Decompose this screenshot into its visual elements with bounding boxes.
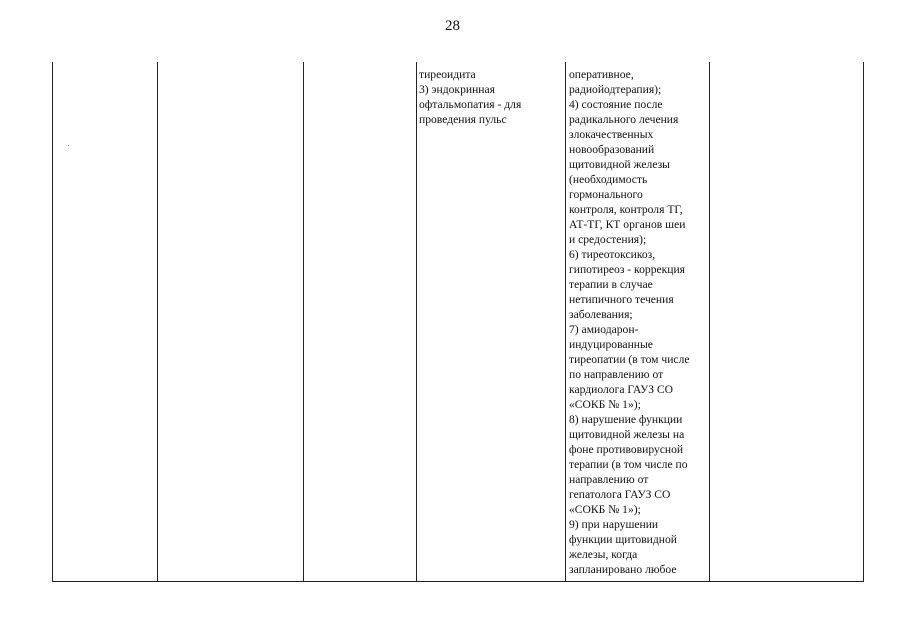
- table-cell-col5: оперативное, радиойодтерапия); 4) состояние после радикального лечения злокачественных новообразований щитовидной железы (необходимость гормонального контроля, контроля ТГ, АТ-ТГ, КТ органов шеи и средостения); 6) тиреотоксикоз, гипотиреоз - коррекция терапии в случае нетипичного течения заболевания; 7) амиодарон- индуцированные тиреопатии (в том числе по направлению от кардиолога ГАУЗ СО «СОКБ № 1»); 8) нарушение функции щитовидной железы на фоне противовирусной терапии (в том числе по направлению от гепатолога ГАУЗ СО «СОКБ № 1»); 9) при нарушении функции щитовидной железы, когда запланировано любое: [569, 68, 690, 576]
- column-divider-2: [303, 62, 304, 581]
- page-number: 28: [445, 18, 460, 34]
- table-cell-col4: тиреоидита 3) эндокринная офтальмопатия - для проведения пульс: [419, 68, 522, 126]
- column-divider-5: [709, 62, 710, 581]
- document-table: [52, 62, 864, 582]
- column-divider-4: [565, 62, 566, 581]
- column-divider-3: [416, 62, 417, 581]
- column-divider-1: [157, 62, 158, 581]
